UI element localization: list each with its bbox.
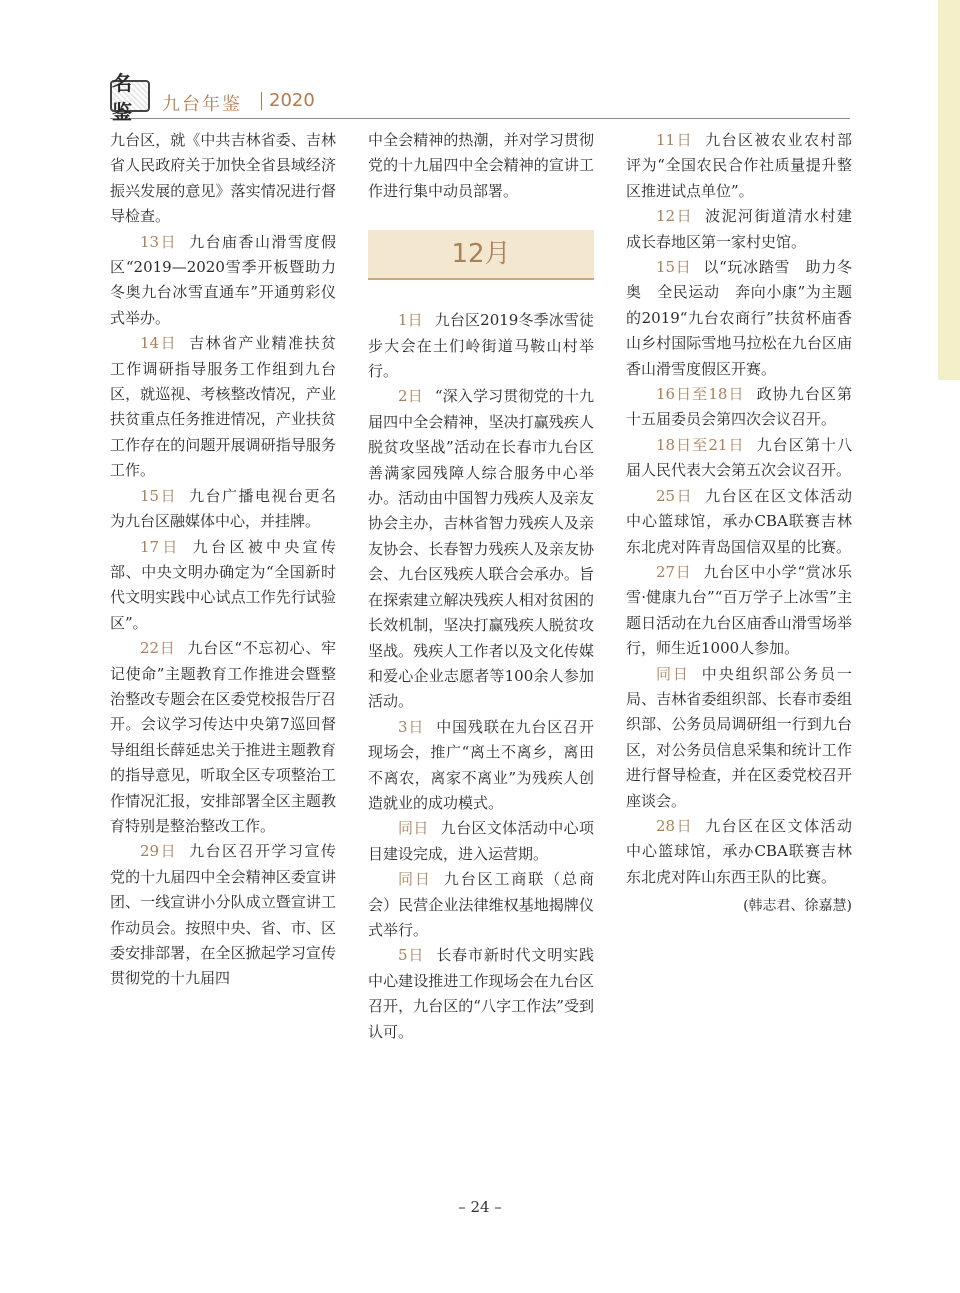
entry-text: 波泥河街道清水村建成长春地区第一家村史馆。 (626, 207, 852, 251)
entry-date: 11日 (656, 131, 694, 149)
entry-date: 29日 (140, 842, 178, 861)
chronicle-entry (368, 715, 594, 817)
entry-text: 九台区，就《中共吉林省委、吉林省人民政府关于加快全省县域经济振兴发展的意见》落实情况进行督导检查。 (110, 131, 336, 226)
entry-date: 5日 (398, 946, 425, 965)
entry-date: 17日 (140, 537, 181, 556)
header-divider (261, 92, 262, 110)
entry-text: 九台区被农业农村部评为“全国农民合作社质量提升整区推进试点单位”。 (626, 131, 852, 200)
chronicle-entry (368, 943, 594, 1045)
entry-text: 九台区工商联（总商会）民营企业法律维权基地揭牌仪式举行。 (368, 870, 594, 939)
month-entries-continued (626, 128, 852, 890)
chronicle-entry (626, 382, 852, 433)
entry-text: 中国残联在九台区召开现场会，推广“离土不离乡，离田不离农，离家不离业”为残疾人创造就业的成功模式。 (368, 717, 594, 812)
chronicle-entry (110, 331, 336, 483)
entry-date: 18日至21日 (656, 435, 745, 454)
page-number: – 24 – (458, 1198, 502, 1216)
entry-text: 政协九台区第十五届委员会第四次会议召开。 (626, 385, 852, 429)
entry-date: 16日至18日 (656, 385, 745, 404)
entry-text: 以“玩冰踏雪 助力冬奥 全民运动 奔向小康”为主题的2019“九台农商行”扶贫杯庙香山乡村国际雪地马拉松在九台区庙香山滑雪度假区开赛。 (626, 258, 852, 378)
entry-date: 15日 (140, 486, 178, 505)
entry-text: 吉林省产业精准扶贫工作调研指导服务工作组到九台区，就巡视、考核整改情况，产业扶贫重点任务推进情况，产业扶贫工作存在的问题开展调研指导服务工作。 (110, 334, 336, 480)
book-title: 九台年鉴 (162, 94, 242, 115)
chronicle-entry (110, 535, 336, 637)
chronicle-entry (626, 255, 852, 382)
chronicle-entry (626, 662, 852, 814)
entry-text: 中全会精神的热潮，并对学习贯彻党的十九届四中全会精神的宣讲工作进行集中动员部署。 (368, 131, 594, 200)
entry-text: 九台区2019冬季冰雪徒步大会在土们岭街道马鞍山村举行。 (368, 311, 594, 381)
entry-text: 长春市新时代文明实践中心建设推进工作现场会在九台区召开，九台区的“八字工作法”受到认可。 (368, 946, 594, 1041)
chronicle-entry (626, 433, 852, 484)
entry-date: 3日 (398, 717, 425, 736)
entry-text: 九台区文体活动中心项目建设完成，进入运营期。 (368, 819, 594, 863)
running-header (110, 71, 850, 124)
entry-date: 2日 (398, 387, 423, 406)
entry-text: 九台区“不忘初心、牢记使命”主题教育工作推进会暨整治整改专题会在区委党校报告厅召开。会议学习传达中央第7巡回督导组组长薛延忠关于推进主题教育的指导意见，听取全区专项整治工作情况汇报，安排部署全区主题教育特别是整治整改工作。 (110, 639, 336, 835)
month-heading: 12月 (451, 238, 511, 269)
entry-date: 25日 (656, 486, 694, 505)
entry-text: 九台区被中央宣传部、中央文明办确定为“全国新时代文明实践中心试点工作先行试验区”。 (110, 537, 336, 632)
logo: 名鉴 (110, 80, 150, 112)
text-column-3 (626, 128, 852, 920)
author-credit: (韩志君、徐嘉慧) (743, 898, 852, 915)
entry-date: 同日 (398, 819, 429, 838)
entry-date: 22日 (140, 639, 176, 658)
entry-text: 九台区第十八届人民代表大会第五次会议召开。 (626, 435, 852, 480)
chronicle-entry (110, 128, 336, 230)
chronicle-entry (626, 484, 852, 560)
entry-text: 中央组织部公务员一局、吉林省委组织部、长春市委组织部、公务员局调研组一行到九台区，对公务员信息采集和统计工作进行督导检查，并在区委党校召开座谈会。 (626, 664, 852, 810)
month-entries (368, 308, 594, 1045)
entry-date: 27日 (656, 562, 692, 581)
entry-date: 15日 (656, 258, 692, 277)
chronicle-entry (626, 560, 852, 662)
chronicle-entry (110, 484, 336, 535)
entry-date: 同日 (398, 870, 432, 889)
chronicle-entry (110, 839, 336, 991)
chronicle-entry (626, 128, 852, 204)
entry-date: 同日 (656, 664, 690, 683)
chronicle-entry (368, 128, 594, 204)
text-column-1 (110, 128, 336, 992)
entry-date: 14日 (140, 334, 178, 353)
entry-text: 九台庙香山滑雪度假区“2019—2020雪季开板暨助力冬奥九台冰雪直通车”开通剪彩仪式举办。 (110, 232, 336, 327)
column-continuation (368, 128, 594, 204)
month-heading-box (368, 230, 594, 280)
chronicle-entry (368, 308, 594, 384)
entry-date: 13日 (140, 232, 178, 251)
side-tab (938, 0, 960, 380)
entry-date: 1日 (398, 311, 423, 330)
entry-date: 28日 (656, 816, 694, 835)
chronicle-entry (368, 816, 594, 867)
entry-text: 九台区在区文体活动中心篮球馆，承办CBA联赛吉林东北虎对阵山东西王队的比赛。 (626, 816, 852, 886)
chronicle-entry (368, 384, 594, 714)
entry-text: 九台区在区文体活动中心篮球馆，承办CBA联赛吉林东北虎对阵青岛国信双星的比赛。 (626, 486, 852, 556)
text-column-2 (368, 128, 594, 1045)
entry-text: 九台区中小学“赏冰乐雪·健康九台”“百万学子上冰雪”主题日活动在九台区庙香山滑雪场举行，师生近1000人参加。 (626, 562, 852, 658)
entry-text: 九台广播电视台更名为九台区融媒体中心，并挂牌。 (110, 486, 336, 531)
book-year: 2020 (269, 90, 315, 111)
chronicle-entry (626, 204, 852, 255)
entry-text: 九台区召开学习宣传党的十九届四中全会精神区委宣讲团、一线宣讲小分队成立暨宣讲工作动员会。按照中央、省、市、区委安排部署，在全区掀起学习宣传贯彻党的十九届四 (110, 842, 336, 988)
entry-text: “深入学习贯彻党的十九届四中全会精神，坚决打赢残疾人脱贫攻坚战”活动在长春市九台区善满家园残障人综合服务中心举办。活动由中国智力残疾人及亲友协会主办，吉林省智力残疾人及亲友协会、长春智力残疾人及亲友协会、九台区残疾人联合会承办。旨在探索建立解决残疾人相对贫困的长效机制，坚决打赢残疾人脱贫攻坚战。残疾人工作者以及文化传媒和爱心企业志愿者等100余人参加活动。 (368, 387, 594, 711)
chronicle-entry (368, 867, 594, 943)
entry-date: 12日 (656, 207, 694, 226)
chronicle-entry (110, 636, 336, 839)
chronicle-entry (110, 230, 336, 332)
chronicle-entry (626, 814, 852, 890)
